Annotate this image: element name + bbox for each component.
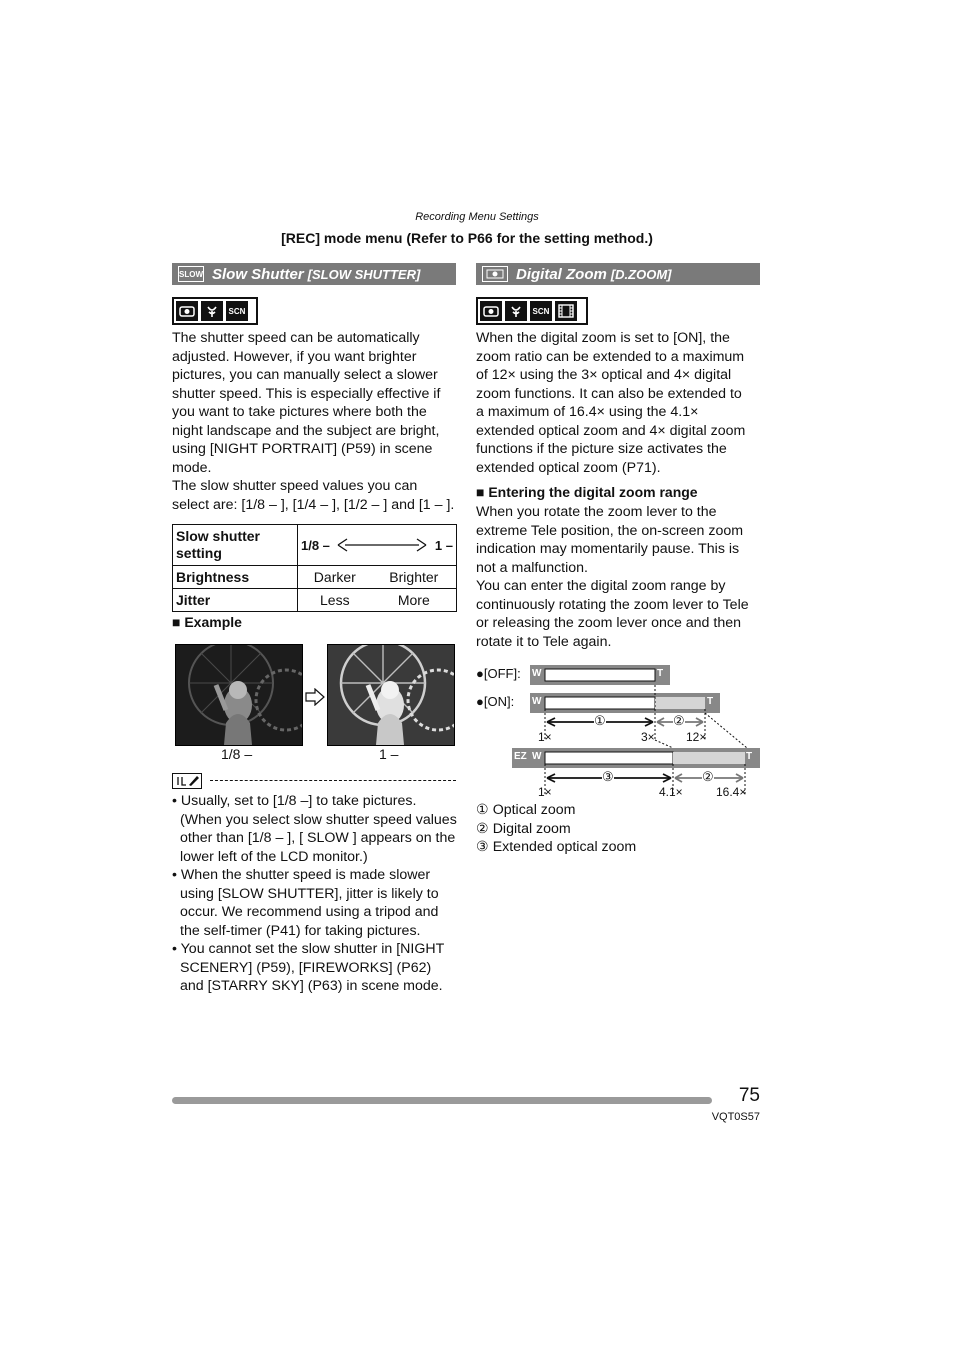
off-t: T <box>657 668 664 679</box>
mark-1x: 1× <box>538 730 552 744</box>
off-label: ●[OFF]: <box>476 666 521 681</box>
zoom-icon <box>482 266 508 282</box>
mark-ez-1x: 1× <box>538 785 552 799</box>
range-from: 1/8 – <box>301 537 330 553</box>
jitter-high: More <box>372 589 457 612</box>
jitter-label: Jitter <box>173 589 298 612</box>
rec-mode-note: [REC] mode menu (Refer to P66 for the setting method.) <box>281 230 653 246</box>
section-title: Recording Menu Settings <box>415 211 539 223</box>
ez-w: W <box>532 751 542 762</box>
note-item: • Usually, set to [1/8 –] to take pictures. (When you select slow shutter speed values other than [1/8 – ], [ SLOW ] appears on the lower left of the LCD monitor.) <box>172 793 457 865</box>
setting-range <box>298 525 457 566</box>
range-to: 1 – <box>434 537 453 553</box>
brightness-high: Brighter <box>372 566 457 589</box>
scene-icon: SCN <box>530 301 552 321</box>
slow-shutter-title: Slow Shutter <box>212 265 304 283</box>
slow-icon: SLOW <box>178 266 204 282</box>
example-photo-dark <box>175 644 303 746</box>
on-label: ●[ON]: <box>476 694 515 709</box>
slow-shutter-table <box>172 524 457 612</box>
off-w: W <box>532 668 542 679</box>
zoom-legend <box>476 801 636 857</box>
ez-t: T <box>746 751 753 762</box>
mark-12x: 12× <box>686 730 707 744</box>
arrow-right-icon <box>305 688 325 706</box>
range-text: When you rotate the zoom lever to the extreme Tele position, the on-screen zoom indication may momentarily pause. This is not a malfunction. You can enter the digital zoom range by continuously rotating the zoom lever to Tele or releasing the zoom lever once and then rotate it to Tele again. <box>476 504 749 650</box>
mark-ez-16-4x: 16.4× <box>716 785 747 799</box>
slow-mode-icons <box>172 297 258 325</box>
digital-zoom-intro: When the digital zoom is set to [ON], the zoom ratio can be extended to a maximum of 12× using the 3× optical and 4× digital zoom functions. It can also be extended to a maximum of 16.4× using the 4.1× extended optical zoom and 4× digital zoom functions if the picture size activates the extended optical zoom (P71). <box>476 330 746 476</box>
doc-code: VQT0S57 <box>711 1111 760 1123</box>
circ-3-ez: ③ <box>602 769 614 784</box>
mark-3x: 3× <box>641 730 655 744</box>
macro-icon <box>505 301 527 321</box>
page-number: 75 <box>738 1085 760 1106</box>
camera-icon <box>176 301 198 321</box>
legend-item: ② Digital zoom <box>476 820 571 837</box>
circ-2-ez: ② <box>702 769 714 784</box>
note-divider <box>210 780 456 781</box>
legend-item: ① Optical zoom <box>476 802 576 818</box>
zoom-mode-icons <box>476 297 588 325</box>
digital-zoom-heading <box>476 263 760 285</box>
digital-zoom-subtitle: [D.ZOOM] <box>610 266 672 282</box>
camera-icon <box>480 301 502 321</box>
slow-shutter-intro: The shutter speed can be automatically adjusted. However, if you want brighter pictures, you can manually select a slower shutter speed. This is especially effective if you want to take pictures where both the night landscape and the subject are bright, using [NIGHT PORTRAIT] (P59) in scene mode. The slow shutter speed values you can select are: [1/8 – ], [1/4 – ], [1/2 – ] and [1 – ]. <box>172 330 455 513</box>
example-photo-bright <box>327 644 455 746</box>
scene-icon: SCN <box>226 301 248 321</box>
slow-shutter-notes <box>172 792 458 996</box>
mark-ez-4-1x: 4.1× <box>659 785 683 799</box>
jitter-low: Less <box>298 589 372 612</box>
circ-2-on: ② <box>673 713 685 728</box>
example-label: ■ Example <box>172 614 242 630</box>
caption-bright: 1 – <box>379 746 399 762</box>
footer-bar <box>172 1097 712 1104</box>
digital-zoom-title: Digital Zoom <box>516 265 607 283</box>
legend-item: ③ Extended optical zoom <box>476 839 637 855</box>
range-heading: ■ Entering the digital zoom range <box>476 484 698 500</box>
on-t: T <box>707 696 714 707</box>
macro-icon <box>201 301 223 321</box>
film-icon <box>555 301 577 321</box>
brightness-low: Darker <box>298 566 372 589</box>
ez-label: EZ <box>514 751 527 762</box>
brightness-label: Brightness <box>173 566 298 589</box>
setting-label: Slow shutter setting <box>173 525 298 566</box>
note-item: • You cannot set the slow shutter in [NIGHT SCENERY] (P59), [FIREWORKS] (P62) and [STARRY SKY] (P63) in scene mode. <box>172 941 445 994</box>
circ-1-on: ① <box>594 713 606 728</box>
caption-dark: 1/8 – <box>221 746 253 762</box>
note-item: • When the shutter speed is made slower using [SLOW SHUTTER], jitter is likely to occur. We recommend using a tripod and the self-timer (P41) for taking pictures. <box>172 867 439 939</box>
slow-shutter-heading <box>172 263 456 285</box>
slow-shutter-subtitle: [SLOW SHUTTER] <box>307 266 421 282</box>
double-arrow-icon <box>337 538 427 552</box>
note-icon <box>172 773 202 789</box>
on-w: W <box>532 696 542 707</box>
